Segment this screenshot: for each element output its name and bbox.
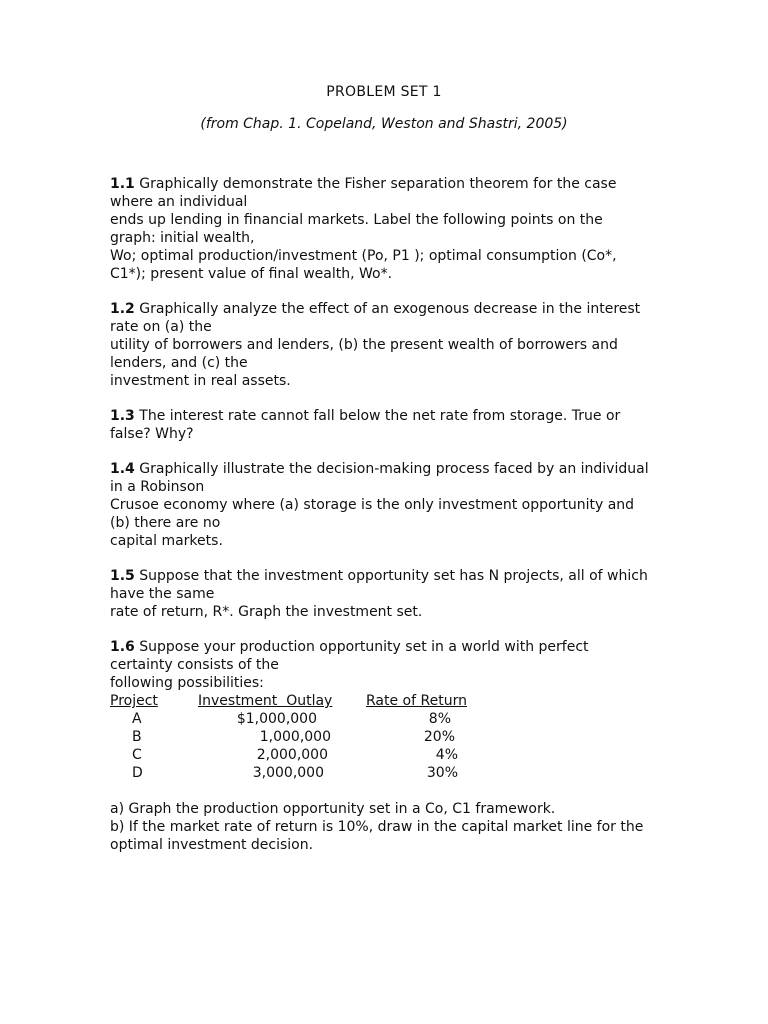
problem-line: Wo; optimal production/investment (Po, P1 ); optimal consumption (Co*, [110,248,617,264]
problem-line: certainty consists of the [110,657,279,673]
table-cell-project: B [132,729,142,745]
problem-number: 1.6 [110,639,135,655]
problem-line: ends up lending in financial markets. Label the following points on the [110,212,603,228]
problem-line: rate on (a) the [110,319,212,335]
problem-line [110,638,670,656]
problem-number: 1.5 [110,568,135,584]
problem-line: in a Robinson [110,479,205,495]
table-cell-outlay: $1,000,000 [236,711,317,727]
problem-1-1 [110,175,670,283]
table-cell-return: 4% [435,747,458,763]
problem-list [110,175,670,854]
problem-line: capital markets. [110,533,223,549]
problem-1-4 [110,460,670,550]
table-cell-project: D [132,765,143,781]
table-cell-outlay: 2,000,000 [256,747,328,763]
problem-line [110,300,670,318]
problem-line [110,460,670,478]
problem-line: rate of return, R*. Graph the investment set. [110,604,423,620]
problem-text: Graphically demonstrate the Fisher separation theorem for the case [134,176,617,192]
problem-line: C1*); present value of final wealth, Wo*. [110,266,393,282]
problem-text: The interest rate cannot fall below the net rate from storage. True or [134,408,621,424]
table-cell-outlay: 1,000,000 [259,729,331,745]
problem-number: 1.3 [110,408,135,424]
table-cell-project: C [132,747,142,763]
problem-line: where an individual [110,194,248,210]
problem-line: graph: initial wealth, [110,230,255,246]
problem-line: lenders, and (c) the [110,355,248,371]
problem-text: Graphically analyze the effect of an exogenous decrease in the interest [134,301,641,317]
table-cell-return: 20% [423,729,455,745]
problem-1-6 [110,638,670,692]
question-line: b) If the market rate of return is 10%, draw in the capital market line for the [110,819,644,835]
problem-1-3 [110,407,670,443]
problem-number: 1.2 [110,301,135,317]
table-header-return: Rate of Return [366,693,467,709]
question-line: a) Graph the production opportunity set in a Co, C1 framework. [110,801,556,817]
question-line: optimal investment decision. [110,837,314,853]
problem-line: investment in real assets. [110,373,291,389]
page-subtitle: (from Chap. 1. Copeland, Weston and Shastri, 2005) [200,116,568,132]
problem-line [110,567,670,585]
problem-text: Suppose that the investment opportunity set has N projects, all of which [134,568,648,584]
page-title: PROBLEM SET 1 [326,84,442,100]
problem-1-5 [110,567,670,621]
problem-number: 1.4 [110,461,135,477]
table-cell-return: 30% [426,765,458,781]
table-cell-outlay: 3,000,000 [252,765,324,781]
problem-line: following possibilities: [110,675,264,691]
table-header-outlay: Investment Outlay [198,693,333,709]
problem-number: 1.1 [110,176,135,192]
table-cell-return: 8% [428,711,451,727]
problem-text: Graphically illustrate the decision-making process faced by an individual [134,461,649,477]
table-header-project: Project [110,693,158,709]
problem-1-2 [110,300,670,390]
table-cell-project: A [132,711,142,727]
problem-text: Suppose your production opportunity set in a world with perfect [134,639,589,655]
problem-line [110,175,670,193]
problem-line: false? Why? [110,426,194,442]
problem-line: Crusoe economy where (a) storage is the only investment opportunity and [110,497,635,513]
problem-line: have the same [110,586,215,602]
problem-line [110,407,670,425]
problem-line: utility of borrowers and lenders, (b) the present wealth of borrowers and [110,337,618,353]
investment-table [110,692,510,782]
problem-line: (b) there are no [110,515,221,531]
problem-1-6-questions [110,800,670,854]
